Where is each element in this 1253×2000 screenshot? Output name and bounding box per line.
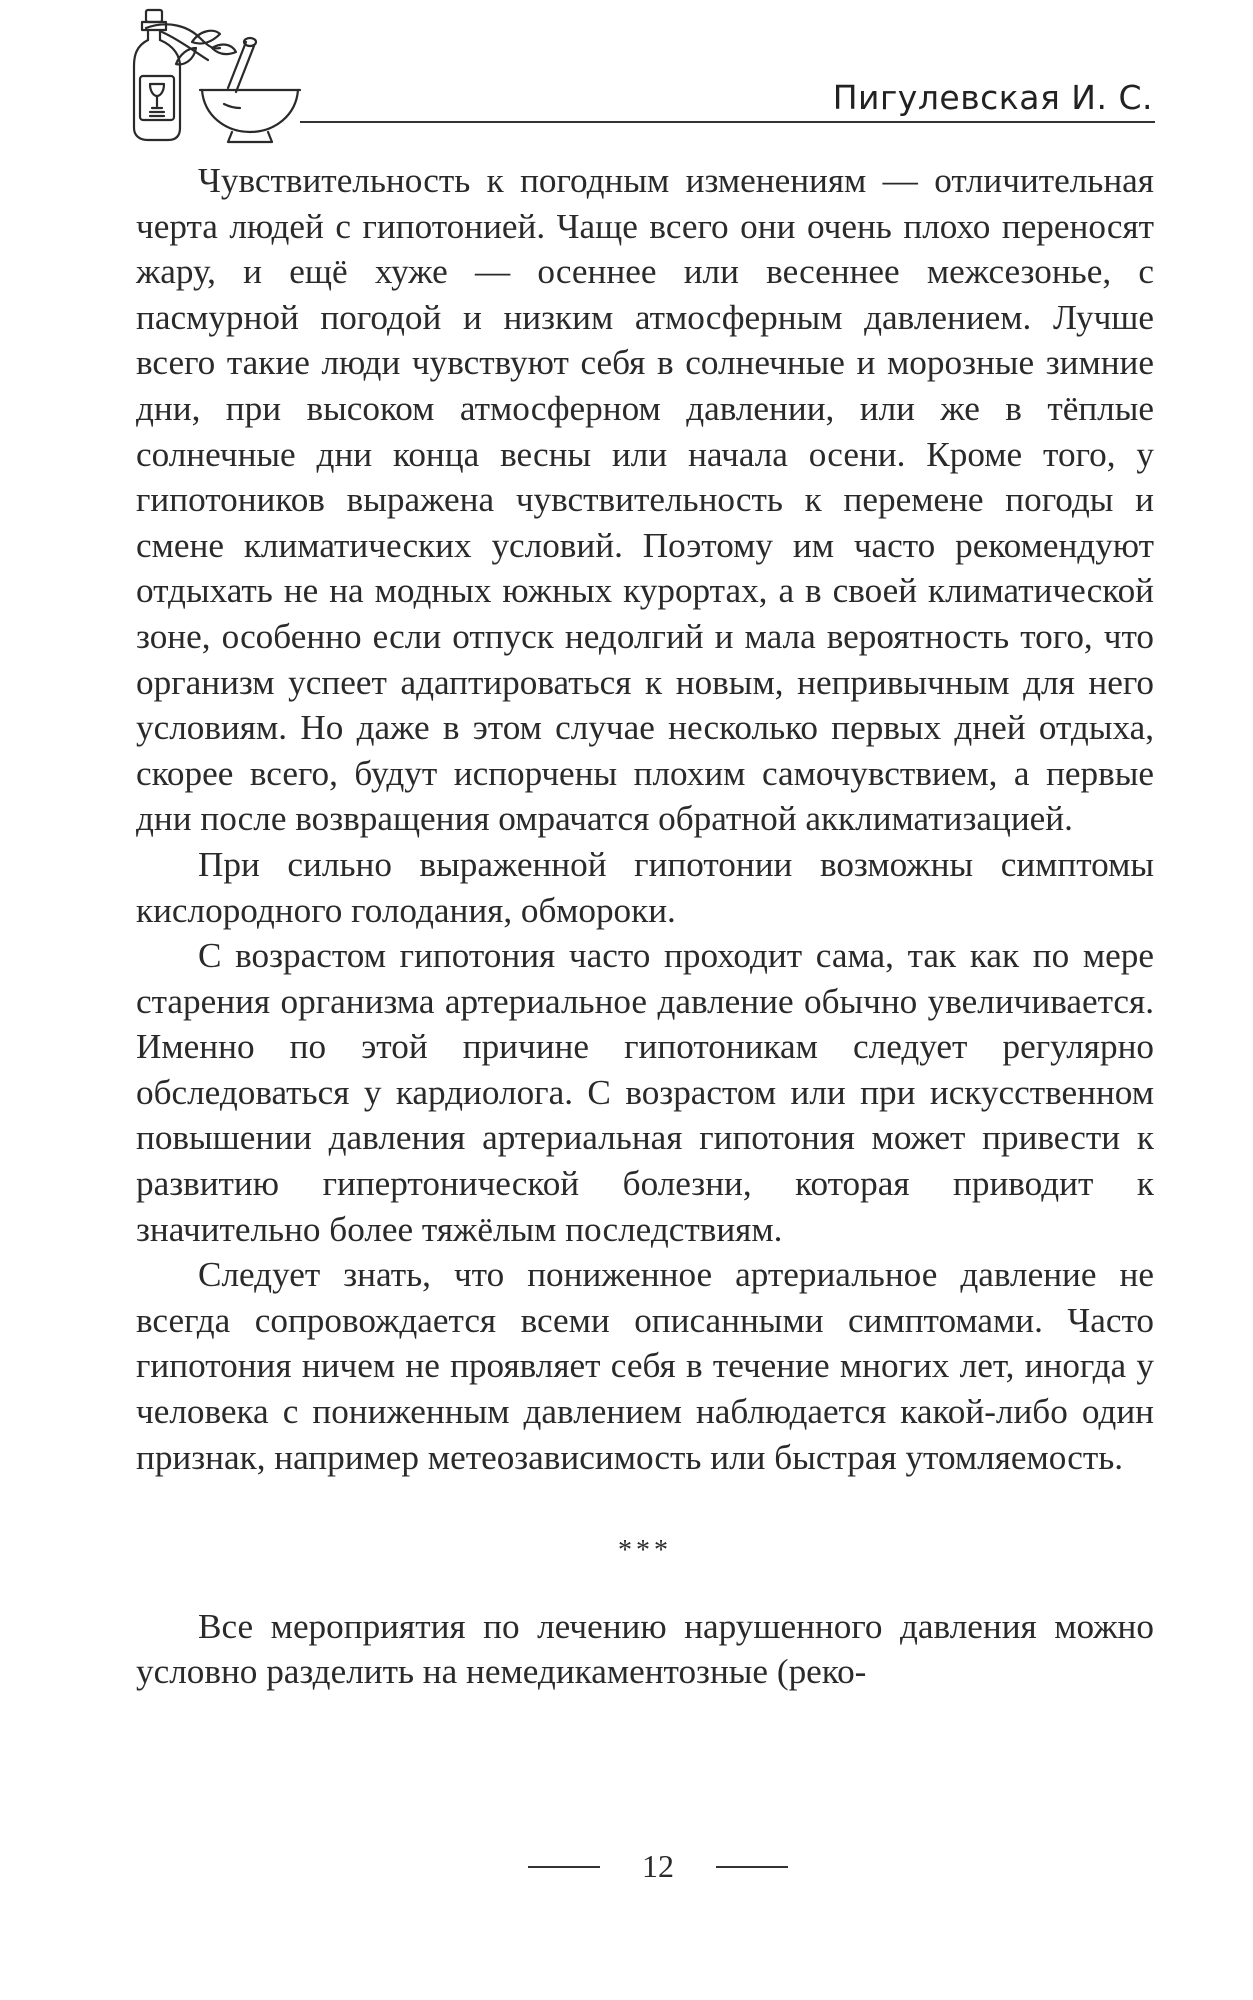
- paragraph: При сильно выраженной гипотонии возможны симптомы кислородного голодания, обмороки.: [136, 844, 1154, 930]
- paragraph: С возрастом гипотония часто проходит сама, так как по мере старения организма артериальное давление обычно увеличивается. Именно по этой причине гипотоникам следует регулярно обследоваться у кардиолога. С возрастом или при искусственном повышении давления артериальная гипотония может привести к развитию гипертонической болезни, которая приводит к значительно более тяжёлым последствиям.: [136, 936, 1154, 1249]
- paragraph: Следует знать, что пониженное артериальное давление не всегда сопровождается всеми описанными симптомами. Часто гипотония ничем не проявляет себя в течение многих лет, иногда у человека с пониженным давлением наблюдается какой-либо один признак, например метеозависимость или быстрая утомляемость.: [136, 1255, 1154, 1477]
- apothecary-bottle-and-mortar-icon: [128, 8, 308, 148]
- section-separator: ***: [618, 1535, 672, 1567]
- running-header-author: Пигулевская И. С.: [832, 78, 1153, 117]
- main-text: [136, 158, 1154, 1695]
- header-divider: [300, 121, 1155, 123]
- paragraph: Чувствительность к погодным изменениям — отличительная черта людей с гипотонией. Чаще всего они очень плохо переносят жару, и ещё хуже — осеннее или весеннее межсезонье, с пасмурной погодой и низким атмосферным давлением. Лучше всего такие люди чувствуют себя в солнечные и морозные зимние дни, при высоком атмосферном давлении, или же в тёплые солнечные дни конца весны или начала осени. Кроме того, у гипотоников выражена чувствительность к перемене погоды и смене климатических условий. Поэтому им часто рекомендуют отдыхать не на модных южных курортах, а в своей климатической зоне, особенно если отпуск недолгий и мала вероятность того, что организм успеет адаптироваться к новым, непривычным для него условиям. Но даже в этом случае несколько первых дней отдыха, скорее всего, будут испорчены плохим самочувствием, а первые дни после возвращения омрачатся обратной акклиматизацией.: [136, 161, 1154, 839]
- page-number: 12: [642, 1848, 674, 1884]
- footer-rule-right: [716, 1866, 788, 1868]
- page-footer: [0, 1848, 1253, 1888]
- paragraph: Все мероприятия по лечению нарушенного давления можно условно разделить на немедикаментозные (реко-: [136, 1606, 1154, 1692]
- footer-rule-left: [528, 1866, 600, 1868]
